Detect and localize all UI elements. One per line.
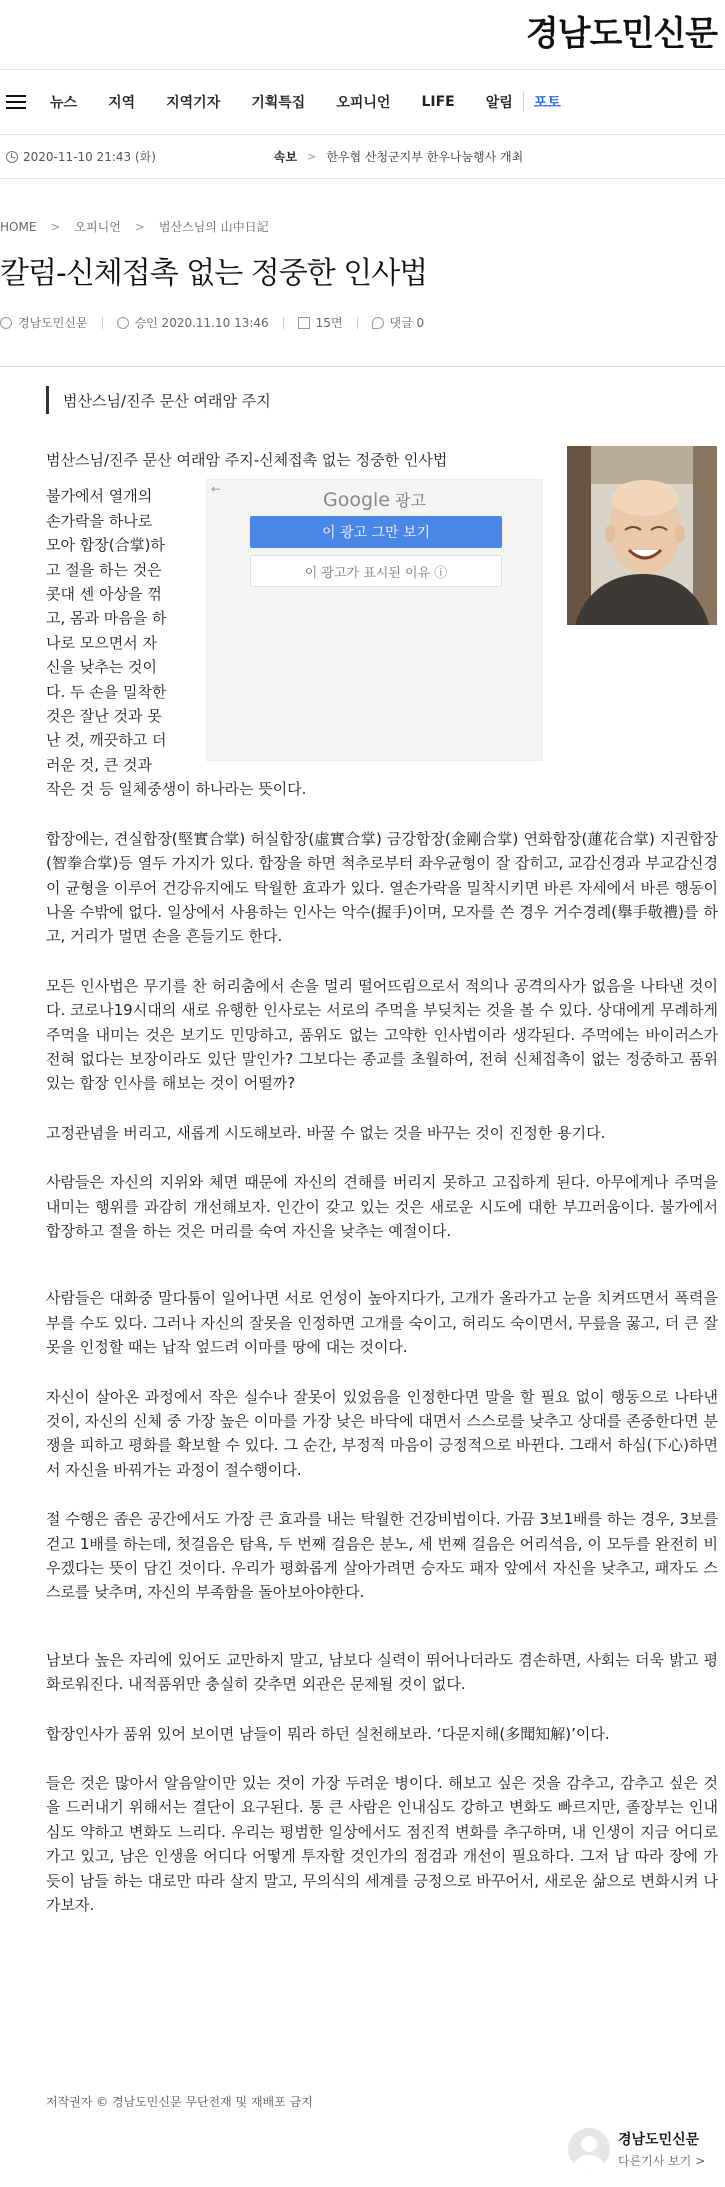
author-icon — [0, 317, 12, 329]
article-comments[interactable]: 댓글 0 — [389, 316, 425, 330]
meta-divider — [283, 317, 284, 329]
chevron-right-icon: > — [695, 2154, 706, 2168]
nav-item-photo[interactable]: 포토 — [533, 95, 561, 111]
breaking-headline[interactable]: 한우협 산청군지부 한우나눔행사 개최 — [326, 150, 524, 164]
nav-item-news[interactable]: 뉴스 — [50, 95, 78, 111]
article-byline — [46, 386, 271, 414]
breadcrumb-column[interactable]: 범산스님의 山中日記 — [158, 220, 269, 234]
google-wordmark: Google — [322, 489, 390, 511]
comment-icon — [372, 317, 384, 329]
byline-text: 범산스님/진주 문산 여래암 주지 — [63, 391, 271, 410]
article-title: 칼럼-신체접촉 없는 정중한 인사법 — [0, 256, 428, 291]
paragraph-line: 것은 잘난 것과 못 — [46, 707, 162, 726]
ad-label: 광고 — [395, 491, 427, 510]
breadcrumb-opinion[interactable]: 오피니언 — [74, 220, 121, 234]
hamburger-menu-icon[interactable] — [6, 95, 26, 109]
time-icon — [117, 317, 129, 329]
nav-item-features[interactable]: 기획특집 — [251, 95, 306, 111]
avatar — [568, 2128, 610, 2170]
author-card-name[interactable]: 경남도민신문 — [618, 2132, 700, 2148]
clock-icon — [6, 151, 18, 163]
breadcrumb-chevron-icon: > — [50, 219, 61, 234]
article-body — [46, 448, 718, 1918]
article-paragraph — [46, 484, 718, 801]
breaking-label: 속보 — [273, 150, 298, 164]
article-page: 15면 — [315, 316, 343, 330]
info-bar — [0, 135, 725, 179]
paragraph-line: 불가에서 열개의 — [46, 487, 153, 506]
page-icon — [298, 317, 310, 329]
article-paragraph: 고정관념을 버리고, 새롭게 시도해보라. 바꿀 수 없는 것을 바꾸는 것이 진정한 용기다. — [46, 1123, 606, 1142]
meta-divider — [102, 317, 103, 329]
paragraph-line: 나로 모으면서 자 — [46, 633, 157, 652]
article-paragraph: 모든 인사법은 무기를 찬 허리춤에서 손을 멀리 떨어뜨림으로서 적의나 공격의사가 없음을 나타낸 것이다. 코로나19시대의 새로 유행한 인사로는 서로의 주먹을 부딪치는 것을 볼 수 있다. 상대에게 무례하게 주먹을 내미는 것은 보기도 민망하고, 품위도 없는 고약한 인사법이라 생각된다. 주먹에는 바이러스가 전혀 없다는 보장이라도 있단 말인가? 그보다는 종교를 초월하여, 전혀 신체접촉이 없는 정중하고 품위 있는 합장 인사를 해보는 것이 어떨까? — [46, 976, 718, 1093]
article-paragraph: 합장에는, 견실합장(堅實合掌) 허실합장(虛實合掌) 금강합장(金剛合掌) 연화합장(蓮花合掌) 지권합장(智拳合掌)등 열두 가지가 있다. 합장을 하면 척추로부터 좌우균형이 잘 잡히고, 교감신경과 부교감신경이 균형을 이루어 건강유지에도 탁월한 효과가 있다. 열손가락을 밀착시키면 바른 자세에서 바른 행동이 나올 수밖에 없다. 일상에서 사용하는 인사는 악수(握手)이며, 모자를 쓴 경우 거수경례(擧手敬禮)를 하고, 거리가 멀면 손을 흔들기도 한다. — [46, 829, 718, 946]
header-divider — [0, 366, 725, 367]
nav-item-region[interactable]: 지역 — [108, 95, 136, 111]
article-meta — [0, 314, 424, 331]
paragraph-line: 작은 것 등 일체중생이 하나라는 뜻이다. — [46, 780, 307, 799]
article-author[interactable]: 경남도민신문 — [18, 316, 88, 330]
why-ad-button[interactable]: 이 광고가 표시된 이유 ⓘ — [250, 555, 502, 587]
chevron-right-icon[interactable]: > — [307, 150, 317, 163]
breadcrumb-chevron-icon: > — [134, 219, 145, 234]
paragraph-line: 다. 두 손을 밀착한 — [46, 682, 167, 701]
stop-ad-button[interactable]: 이 광고 그만 보기 — [250, 516, 502, 548]
paragraph-line: 고, 몸과 마음을 하 — [46, 609, 167, 628]
article-lead: 범산스님/진주 문산 여래암 주지-신체접촉 없는 정중한 인사법 — [46, 451, 448, 469]
paragraph-line: 신을 낮추는 것이 — [46, 658, 157, 677]
copyright-notice: 저작권자 © 경남도민신문 무단전재 및 재배포 금지 — [46, 2095, 313, 2109]
nav-item-notice[interactable]: 알림 — [485, 95, 513, 111]
breadcrumb-home[interactable]: HOME — [0, 219, 37, 234]
article-paragraph: 절 수행은 좁은 공간에서도 가장 큰 효과를 내는 탁월한 건강비법이다. 가끔 3보1배를 하는 경우, 3보를 걷고 1배를 하는데, 첫걸음은 탐욕, 두 번째 걸음은 분노, 세 번째 걸음은 어리석음, 이 모두를 완전히 비우겠다는 뜻이 담긴 것이다. 우리가 평화롭게 살아가려면 승자도 패자 앞에서 자신을 낮추고, 패자도 스스로를 낮추며, 자신의 부족함을 돌아보아야한다. — [46, 1510, 718, 1602]
article-paragraph: 들은 것은 많아서 알음알이만 있는 것이 가장 두려운 병이다. 해보고 싶은 것을 감추고, 감추고 싶은 것을 드러내기 위해서는 결단이 요구된다. 통 큰 사람은 인내심도 강하고 변화도 빠르지만, 졸장부는 인내심도 약하고 변화도 느리다. 우리는 평범한 일상에서도 점진적 변화를 추구하며, 내 인생이 지금 어디로 가고 있고, 남은 인생을 어디다 어떻게 투자할 것인가의 점검과 개선이 필요하다. 그저 남 따라 장에 가듯이 남들 하는 대로만 따라 살지 말고, 무의식의 세계를 긍정으로 바꾸어서, 새로운 삶으로 변화시켜 나가보자. — [46, 1774, 718, 1915]
article-paragraph: 남보다 높은 자리에 있어도 교만하지 말고, 남보다 실력이 뛰어나더라도 겸손하면, 사회는 더욱 밝고 평화로워진다. 내적품위만 충실히 갖추면 외관은 문제될 것이 없다. — [46, 1650, 718, 1694]
article-approved: 승인 2020.11.10 13:46 — [134, 316, 269, 330]
paragraph-wrapped-lines — [46, 484, 206, 777]
paragraph-line: 러운 것, 큰 것과 — [46, 755, 153, 774]
author-card[interactable] — [568, 2128, 705, 2170]
article-paragraph: 사람들은 자신의 지위와 체면 때문에 자신의 견해를 버리지 못하고 고집하게 된다. 아무에게나 주먹을 내미는 행위를 과감히 개선해보자. 인간이 갖고 있는 것은 새로운 시도에 대한 부끄러움이다. 불가에서 합장하고 절을 하는 것은 머리를 숙여 자신을 낮추는 예절이다. — [46, 1173, 718, 1240]
paragraph-line: 난 것, 깨끗하고 더 — [46, 731, 167, 750]
current-datetime: 2020-11-10 21:43 (화) — [23, 150, 156, 164]
nav-item-region-reporter[interactable]: 지역기자 — [166, 95, 221, 111]
article-paragraph: 사람들은 대화중 말다툼이 일어나면 서로 언성이 높아지다가, 고개가 올라가고 눈을 치켜뜨면서 폭력을 부를 수도 있다. 그러나 자신의 잘못을 인정하면 고개를 숙이고, 허리도 숙이면서, 무릎을 꿇고, 더 큰 잘못을 인정할 때는 납작 엎드려 이마를 땅에 대는 것이다. — [46, 1289, 718, 1357]
paragraph-line: 손가락을 하나로 — [46, 511, 153, 530]
nav-divider — [523, 92, 524, 112]
paragraph-line: 고 절을 하는 것은 — [46, 560, 162, 579]
masthead — [0, 0, 725, 70]
main-nav — [0, 70, 725, 135]
back-arrow-icon[interactable]: ← — [211, 482, 222, 496]
other-articles-link[interactable] — [618, 2152, 705, 2169]
article-paragraph: 합장인사가 품위 있어 보이면 남들이 뭐라 하던 실천해보라. ‘다문지해(多聞知解)’이다. — [46, 1724, 610, 1743]
nav-item-life[interactable]: LIFE — [421, 94, 455, 110]
other-articles-label: 다른기사 보기 — [618, 2154, 692, 2168]
site-logo[interactable]: 경남도민신문 — [525, 14, 717, 54]
breadcrumb — [0, 218, 269, 235]
article-paragraph: 자신이 살아온 과정에서 작은 실수나 잘못이 있었음을 인정한다면 말을 할 필요 없이 행동으로 나타낸 것이, 자신의 신체 중 가장 높은 이마를 가장 낮은 바닥에 대면서 스스로를 낮추고 상대를 존중한다면 분쟁을 피하고 평화를 확보할 수 있다. 그 순간, 부정적 마음이 긍정적으로 바뀐다. 그래서 하심(下心)하면서 자신을 바꿔가는 과정이 절수행이다. — [46, 1387, 718, 1479]
meta-divider — [357, 317, 358, 329]
paragraph-line: 콧대 센 아상을 꺾 — [46, 585, 162, 604]
paragraph-line: 모아 합장(合掌)하 — [46, 536, 165, 555]
nav-item-opinion[interactable]: 오피니언 — [336, 95, 391, 111]
